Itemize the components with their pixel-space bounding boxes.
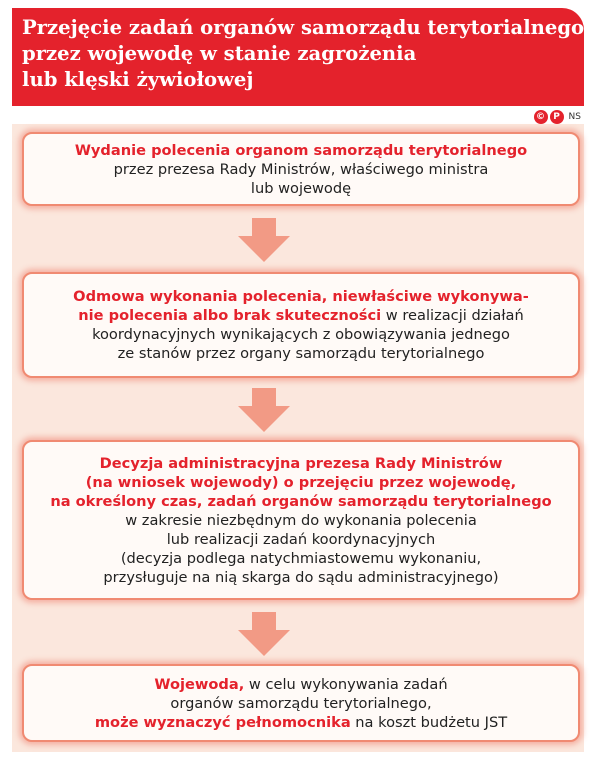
step-box-4 (22, 664, 580, 742)
step-4-heading-2: może wyznaczyć pełnomocnika (94, 713, 351, 731)
step-box-1 (22, 132, 580, 206)
step-3-text-2: lub realizacji zadań koordynacyjnych (166, 530, 436, 548)
step-4-heading: Wojewoda, (154, 675, 245, 693)
step-3-text-1: w zakresie niezbędnym do wykonania polecenia (125, 511, 477, 529)
step-2-text-3: koordynacyjnych wynikających z obowiązywania jednego (92, 326, 510, 343)
step-1-text-2: lub wojewodę (250, 179, 352, 197)
title-line-1: Przejęcie zadań organów samorządu terytorialnego (22, 16, 585, 39)
step-box-2 (22, 272, 580, 378)
step-4-line-3 (24, 713, 578, 732)
step-3-heading-2: (na wniosek wojewody) o przejęciu przez wojewodę, (85, 473, 517, 491)
credits (534, 110, 581, 124)
down-arrow-icon-3 (234, 612, 294, 656)
step-2-line-2 (24, 306, 578, 325)
step-1-heading: Wydanie polecenia organom samorządu terytorialnego (74, 141, 528, 159)
flow-panel (12, 124, 584, 752)
step-1-text-1: przez prezesa Rady Ministrów, właściwego ministra (113, 160, 489, 178)
title-line-2: przez wojewodę w stanie zagrożenia (22, 42, 417, 65)
step-box-3 (22, 440, 580, 600)
step-4-text-1: w celu wykonywania zadań (244, 675, 448, 693)
step-3-text-4: przysługuje na nią skarga do sądu administracyjnego) (103, 568, 499, 586)
step-3-heading-3: na określony czas, zadań organów samorządu terytorialnego (50, 492, 552, 510)
step-4-text-2: organów samorządu terytorialnego, (170, 694, 432, 712)
step-2-heading: Odmowa wykonania polecenia, niewłaściwe wykonywa- (73, 288, 529, 305)
copyright-icon: © (534, 110, 548, 124)
author-initials: NS (568, 112, 581, 122)
step-2-text-4: ze stanów przez organy samorządu terytorialnego (117, 345, 485, 362)
step-2-heading-cont: nie polecenia albo brak skuteczności (78, 307, 382, 324)
step-3-heading-1: Decyzja administracyjna prezesa Rady Ministrów (99, 454, 503, 472)
step-2-text-cont: w realizacji działań (381, 307, 524, 324)
down-arrow-icon-2 (234, 388, 294, 432)
step-3-text-3: (decyzja podlega natychmiastowemu wykonaniu, (120, 549, 482, 567)
step-4-line-1 (24, 675, 578, 694)
title-banner (12, 8, 584, 106)
step-4-text-3: na koszt budżetu JST (350, 713, 508, 731)
title-line-3: lub klęski żywiołowej (22, 68, 254, 91)
down-arrow-icon-1 (234, 218, 294, 262)
p-badge-icon: P (550, 110, 564, 124)
